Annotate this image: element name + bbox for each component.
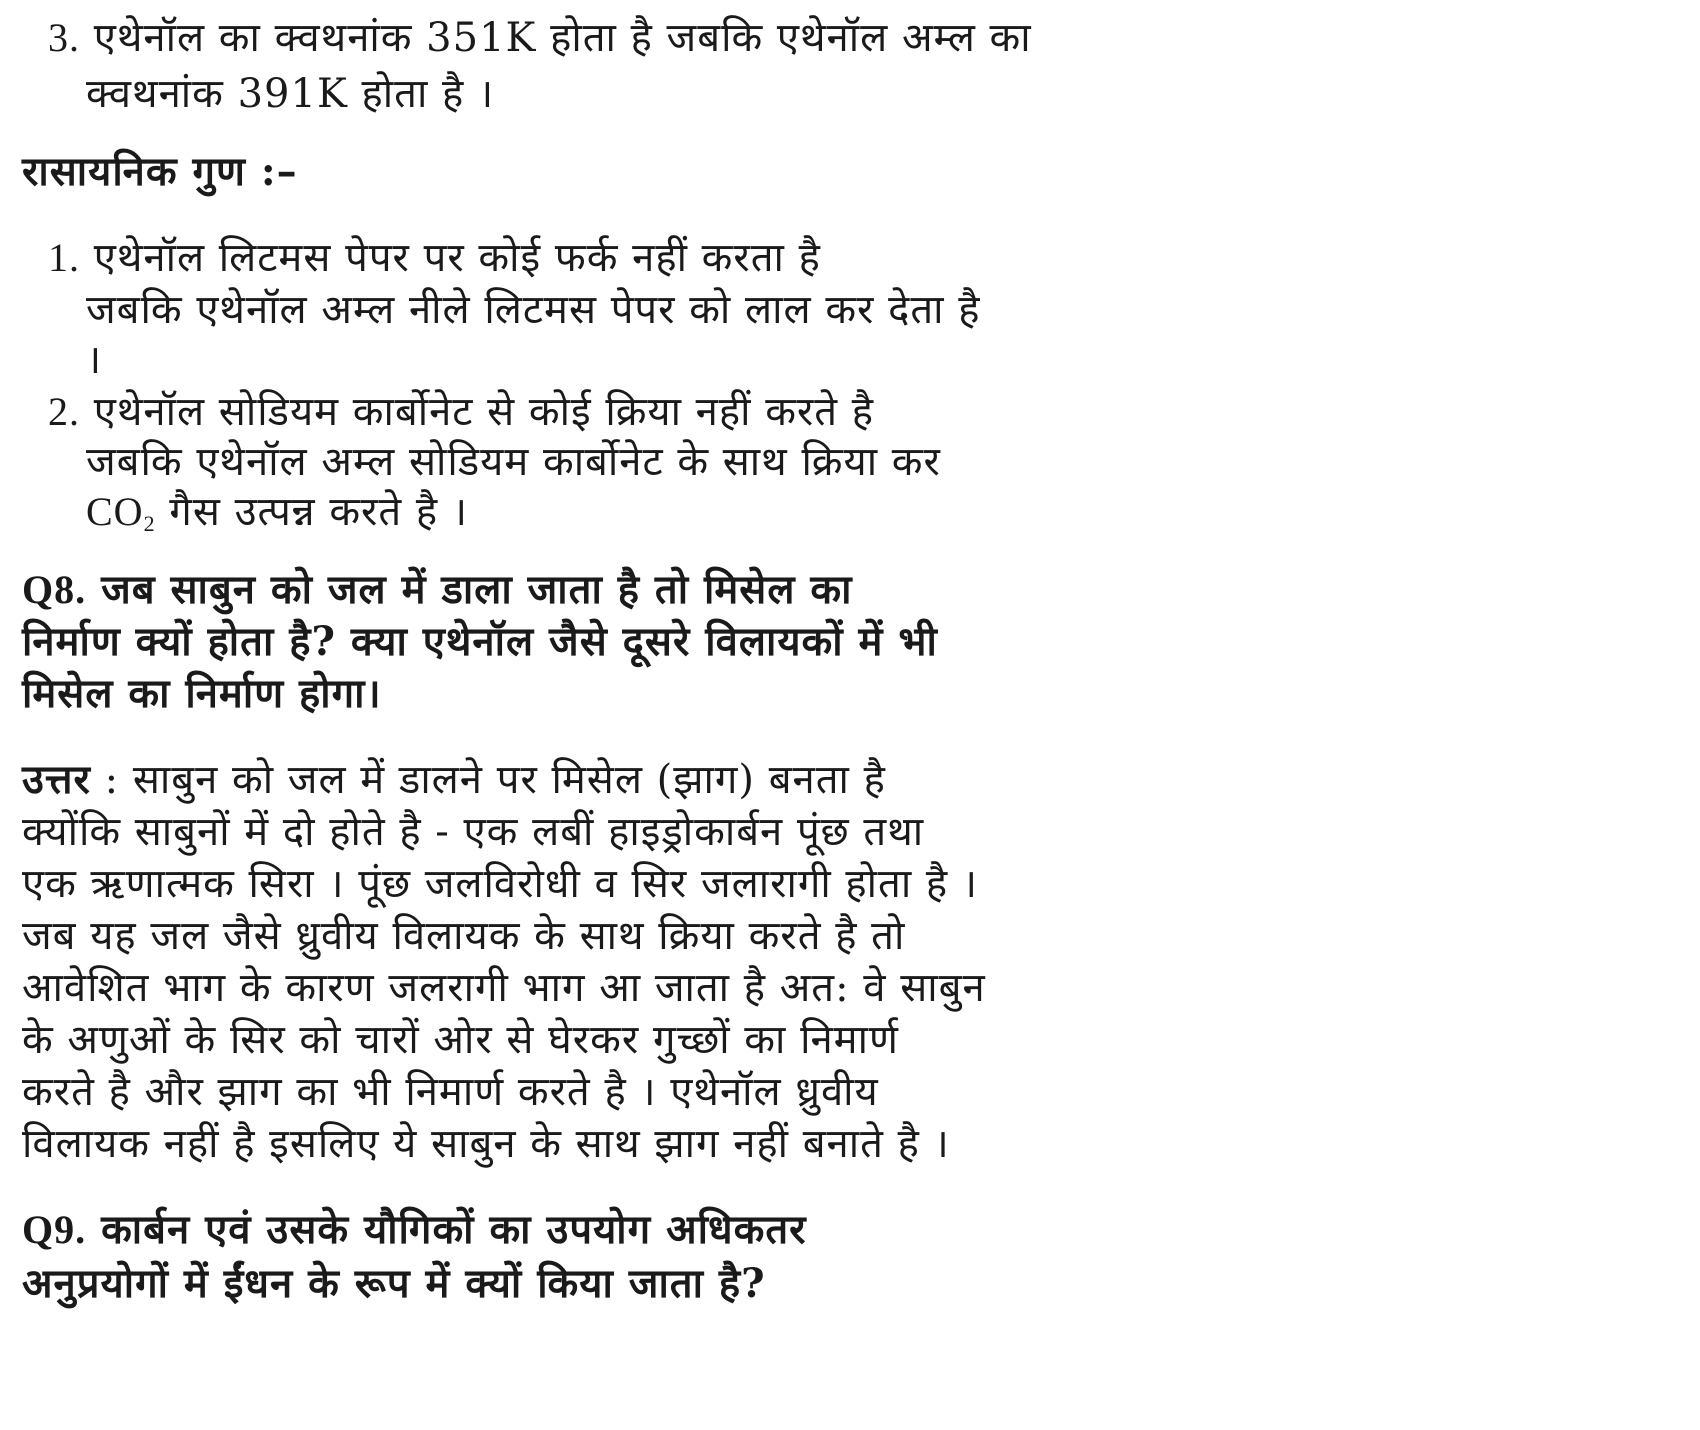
chem-item-2-text-3: गैस उत्पन्न करते है । <box>155 489 469 535</box>
answer-line-4: जब यह जल जैसे ध्रुवीय विलायक के साथ क्रिया करते है तो <box>22 913 906 959</box>
answer-line-1 <box>22 756 886 804</box>
q8-line-3: मिसेल का निर्माण होगा। <box>22 670 382 717</box>
item-3-line-1 <box>48 14 1032 62</box>
chem-item-1-text-1: एथेनॉल लिटमस पेपर पर कोई फर्क नहीं करता है <box>93 235 821 281</box>
answer-line-5: आवेशित भाग के कारण जलरागी भाग आ जाता है अत: वे साबुन <box>22 965 986 1011</box>
item-3-number: 3. <box>48 15 80 60</box>
chem-item-2-text-1: एथेनॉल सोडियम कार्बोनेट से कोई क्रिया नहीं करते है <box>93 389 875 435</box>
co2-formula <box>86 489 156 534</box>
chemical-properties-heading: रासायनिक गुण :– <box>22 148 298 195</box>
answer-text-1: : साबुन को जल में डालने पर मिसेल (झाग) बनता है <box>90 757 886 803</box>
co2-formula-base: CO <box>86 489 144 534</box>
answer-line-7: करते है और झाग का भी निमार्ण करते है । एथेनॉल ध्रुवीय <box>22 1069 879 1115</box>
answer-line-2: क्योंकि साबुनों में दो होते है - एक लबीं हाइड्रोकार्बन पूंछ तथा <box>22 809 925 855</box>
chem-item-2-number: 2. <box>48 389 80 434</box>
co2-formula-subscript: 2 <box>143 511 156 536</box>
answer-line-8: विलायक नहीं है इसलिए ये साबुन के साथ झाग नहीं बनाते है । <box>22 1121 950 1167</box>
chem-item-2-line-1 <box>48 388 874 436</box>
q9-line-1 <box>22 1206 807 1254</box>
chem-item-1-line-2: जबकि एथेनॉल अम्ल नीले लिटमस पेपर को लाल कर देता है <box>86 287 981 333</box>
answer-line-6: के अणुओं के सिर को चारों ओर से घेरकर गुच्छों का निमार्ण <box>22 1017 899 1063</box>
chem-item-1-line-1 <box>48 234 821 282</box>
q9-text-1: कार्बन एवं उसके यौगिकों का उपयोग अधिकतर <box>101 1206 807 1253</box>
answer-line-3: एक ऋणात्मक सिरा । पूंछ जलविरोधी व सिर जलारागी होता है । <box>22 861 979 907</box>
q9-label: Q9. <box>22 1207 87 1252</box>
q8-line-2: निर्माण क्यों होता है? क्या एथेनॉल जैसे दूसरे विलायकों में भी <box>22 618 938 665</box>
q8-label: Q8. <box>22 567 87 612</box>
chem-item-2-line-2: जबकि एथेनॉल अम्ल सोडियम कार्बोनेट के साथ क्रिया कर <box>86 439 941 485</box>
item-3-text-1: एथेनॉल का क्वथनांक 351K होता है जबकि एथेनॉल अम्ल का <box>93 15 1032 61</box>
q8-text-1: जब साबुन को जल में डाला जाता है तो मिसेल का <box>101 566 853 613</box>
chem-item-1-line-3: । <box>86 337 103 383</box>
chem-item-2-line-3 <box>86 488 468 536</box>
q9-line-2: अनुप्रयोगों में ईंधन के रूप में क्यों किया जाता है? <box>22 1260 766 1307</box>
q8-line-1 <box>22 566 852 614</box>
answer-label: उत्तर <box>22 756 91 803</box>
item-3-line-2: क्वथनांक 391K होता है । <box>86 71 495 117</box>
chem-item-1-number: 1. <box>48 235 80 280</box>
